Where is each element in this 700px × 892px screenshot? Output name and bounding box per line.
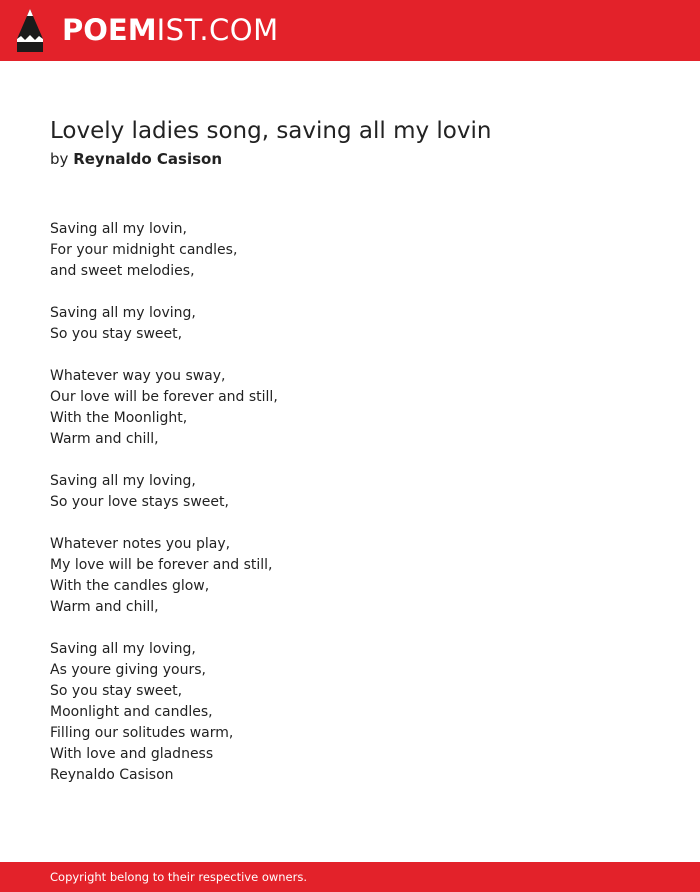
poem-line: Saving all my loving, [50,473,196,489]
byline [50,149,222,169]
stanza [50,471,278,513]
poem-line: Reynaldo Casison [50,767,174,783]
poem-title: Lovely ladies song, saving all my lovin [50,118,492,144]
stanza [50,639,278,786]
poem-line: Our love will be forever and still, [50,389,278,405]
logo-light-text: IST.COM [156,13,279,47]
poem-line: As youre giving yours, [50,662,206,678]
poem-body [50,219,278,807]
poem-line: and sweet melodies, [50,263,195,279]
poem-line: Saving all my lovin, [50,221,187,237]
copyright-text: Copyright belong to their respective owners. [50,870,308,884]
poem-line: With the Moonlight, [50,410,188,426]
poem-line: So you stay sweet, [50,683,183,699]
poem-line: So your love stays sweet, [50,494,229,510]
author-name: Reynaldo Casison [73,150,223,168]
stanza [50,534,278,618]
poem-line: My love will be forever and still, [50,557,273,573]
pencil-tip-icon[interactable] [16,9,44,52]
poem-line: With love and gladness [50,746,214,762]
site-header [0,0,700,61]
poem-line: Warm and chill, [50,599,159,615]
poem-line: Warm and chill, [50,431,159,447]
poem-line: Saving all my loving, [50,641,196,657]
poem-line: Whatever way you sway, [50,368,226,384]
poem-line: So you stay sweet, [50,326,183,342]
poem-line: Saving all my loving, [50,305,196,321]
by-label: by [50,150,69,168]
poem-line: For your midnight candles, [50,242,238,258]
stanza [50,366,278,450]
site-logo[interactable] [62,12,279,48]
poem-line: With the candles glow, [50,578,210,594]
stanza [50,219,278,282]
site-footer [0,862,700,892]
stanza [50,303,278,345]
poem-line: Filling our solitudes warm, [50,725,234,741]
logo-bold-text: POEM [62,13,157,47]
poem-line: Whatever notes you play, [50,536,231,552]
poem-line: Moonlight and candles, [50,704,213,720]
